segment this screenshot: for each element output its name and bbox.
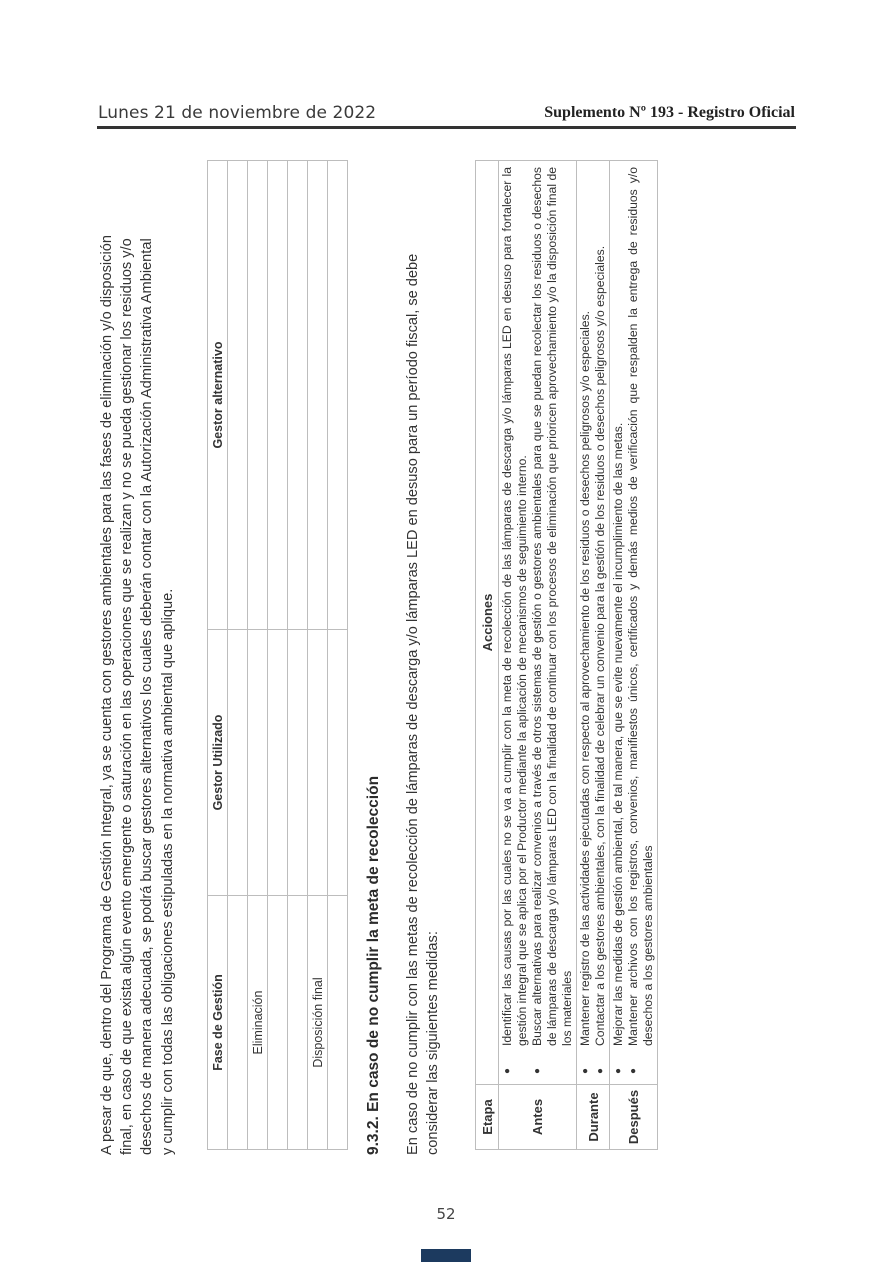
intro-line: A pesar de que, dentro del Programa de Gestión Integral, ya se cuenta con gestores ambientales para las fases de eliminación y/o disposición — [99, 235, 115, 1155]
section-heading: 9.3.2. En caso de no cumplir la meta de recolección — [365, 775, 382, 1155]
intro-line: desechos de manera adecuada, se podrá buscar gestores alternativos los cuales deberán contar con la Autorización Administrativa Ambiental — [139, 238, 156, 1155]
gestor-table — [207, 160, 348, 1150]
action-item: ● Contactar a los gestores ambientales, con la finalidad de celebrar un convenio para la gestión de los residuos o desechos peligrosos y/o especiales. — [593, 167, 608, 1078]
actions-cell — [499, 161, 577, 1085]
action-item: ● Mejorar las medidas de gestión ambiental, de tal manera, que se evite nuevamente el incumplimiento de las metas. — [611, 167, 626, 1078]
table-header-row — [476, 161, 499, 1150]
section-line: considerar las siguientes medidas: — [425, 931, 441, 1155]
table-row — [328, 161, 348, 1150]
table-row — [577, 161, 610, 1150]
table-row — [610, 161, 658, 1150]
intro-line: y cumplir con todas las obligaciones estipuladas en la normativa ambiental que aplique. — [159, 588, 176, 1155]
footer-bar — [421, 1249, 471, 1262]
phase-cell: Disposición final — [308, 896, 328, 1150]
action-item: ● Identificar las causas por las cuales no se va a cumplir con la meta de recolección de las lámparas de descarga y/o lámparas LED en desuso para fortalecer la gestión integral que se aplica por el Productor mediante la aplicación de mecanismos de seguimiento interno. — [500, 167, 530, 1078]
table-row — [228, 161, 248, 1150]
header-divider — [97, 126, 796, 129]
actions-cell — [577, 161, 610, 1085]
intro-line: final, en caso de que exista algún evento emergente o saturación en las operaciones que se realizan y no se pueda gestionar los residuos y/o — [119, 238, 136, 1155]
page-number: 52 — [436, 1205, 456, 1223]
action-item: ● Buscar alternativas para realizar convenios a través de otros sistemas de gestión o gestores ambientales para que se puedan recolectar los residuos o desechos de lámparas de descarga y/o lámparas LED con la finalidad de continuar con los procesos de eliminación que prioricen aprovechamiento y/o la disposición final de los materiales — [530, 167, 575, 1078]
phase-cell: Eliminación — [248, 896, 268, 1150]
landscape-content — [97, 150, 737, 1155]
table-row — [308, 161, 328, 1150]
table-row — [268, 161, 288, 1150]
header-publication: Suplemento Nº 193 - Registro Oficial — [544, 104, 795, 121]
actions-cell — [610, 161, 658, 1085]
acciones-table — [475, 160, 658, 1150]
column-header: Gestor alternativo — [208, 161, 228, 630]
section-paragraph — [403, 150, 443, 1155]
table-row — [499, 161, 577, 1150]
column-header: Acciones — [476, 161, 499, 1085]
column-header: Fase de Gestión — [208, 896, 228, 1150]
stage-cell: Antes — [499, 1085, 577, 1150]
stage-cell: Después — [610, 1085, 658, 1150]
action-item: ● Mantener archivos con los registros, convenios, manifiestos únicos, certificados y demás medios de verificación que respalden la entrega de residuos y/o desechos a los gestores ambientales — [626, 167, 656, 1078]
header-date: Lunes 21 de noviembre de 2022 — [98, 103, 377, 123]
table-row — [248, 161, 268, 1150]
stage-cell: Durante — [577, 1085, 610, 1150]
column-header: Etapa — [476, 1085, 499, 1150]
intro-paragraph — [97, 150, 178, 1155]
action-item: ● Mantener registro de las actividades ejecutadas con respecto al aprovechamiento de los residuos o desechos peligrosos y/o especiales. — [578, 167, 593, 1078]
section-line: En caso de no cumplir con las metas de recolección de lámparas de descarga y/o lámparas LED en desuso para un período fiscal, se debe — [405, 253, 421, 1155]
table-header-row — [208, 161, 228, 1150]
column-header: Gestor Utilizado — [208, 630, 228, 896]
table-row — [288, 161, 308, 1150]
